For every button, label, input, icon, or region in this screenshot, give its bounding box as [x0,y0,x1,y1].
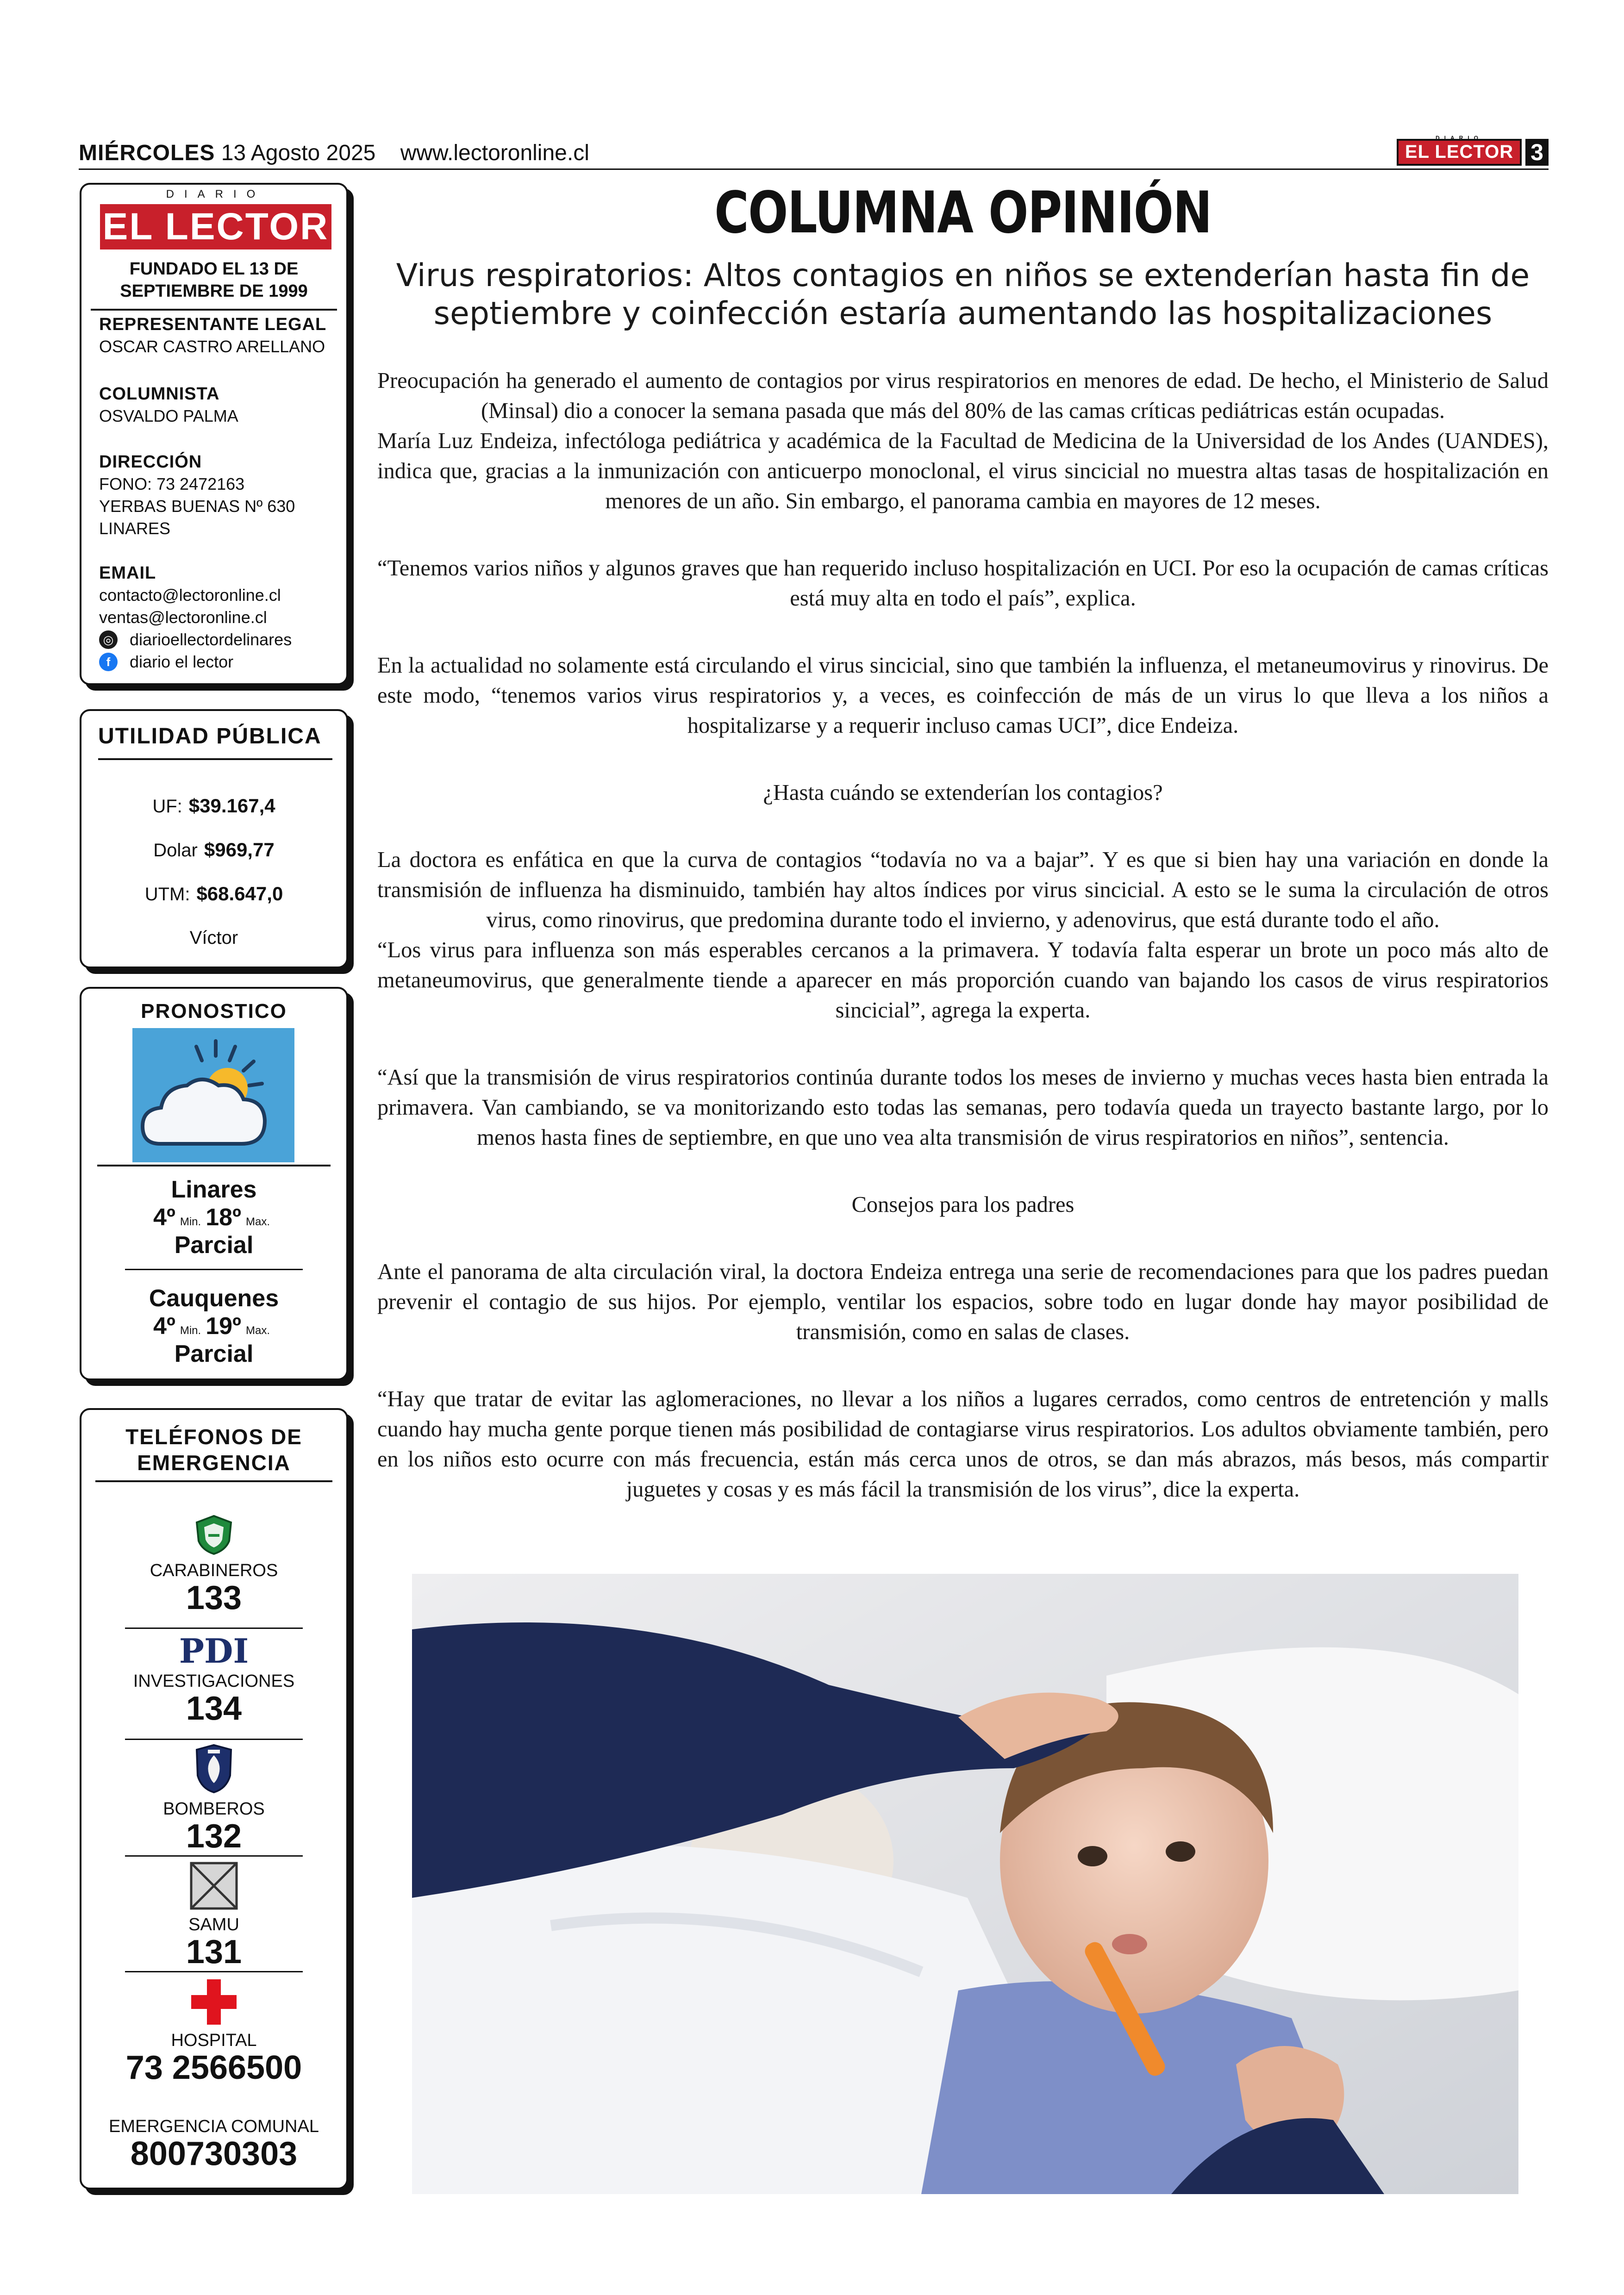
legal-rep-section [99,313,337,358]
article-paragraph: María Luz Endeiza, infectóloga pediátrica y académica de la Facultad de Medicina de la Universidad de los Andes (UANDES), indica que, gracias a la inmunización con anticuerpo monoclonal, el virus sincicial no muestra altas tasas de hospitalización en menores de un año. Sin embargo, el panorama cambia en mayores de 12 meses. [377,429,1549,513]
phones-divider [125,1971,303,1972]
uf-value: $39.167,4 [188,795,275,817]
weather-title: PRONOSTICO [141,1000,287,1023]
carabineros-entry: CARABINEROS 133 [81,1560,346,1615]
weather-condition-cauquenes: Parcial [174,1341,254,1367]
samu-entry: SAMU 131 [81,1915,346,1969]
phone-text: FONO: 73 2472163 [99,474,245,493]
page-header [79,135,1549,168]
header-website-link[interactable]: www.lectoronline.cl [400,141,589,165]
comunal-entry: EMERGENCIA COMUNAL 800730303 [81,2116,346,2171]
article-headline: Virus respiratorios: Altos contagios en niños se extenderían hasta fin de septiembre y coinfección estaría aumentando las hospitalizaciones [396,257,1530,332]
emergency-phones-box [80,1408,348,2189]
article-paragraph: La doctora es enfática en que la curva de contagios “todavía no va a bajar”. Y es que si bien hay una variación en donde la transmisión de influenza ha disminuido, también hay altos índices por virus sincicial. A esto se le suma la circulación de otros virus, como rinovirus, que predomina durante todo el invierno, y adenovirus, que está durante todo el año. [377,848,1549,932]
article-paragraph: Ante el panorama de alta circulación viral, la doctora Endeiza entrega una serie de recomendaciones para que los padres puedan prevenir el contagio de sus hijos. Por ejemplo, ventilar los espacios, sobre todo en lugar donde hay mayor posibilidad de transmisión, como en salas de clases. [377,1260,1549,1344]
bomberos-icon [194,1743,234,1796]
article-body [377,366,1549,1504]
founded-text: FUNDADO EL 13 DE SEPTIEMBRE DE 1999 [91,258,337,311]
phones-title: TELÉFONOS DE EMERGENCIA [95,1424,332,1482]
email-contact-link[interactable]: contacto@lectoronline.cl [99,586,281,605]
public-utility-box [80,709,348,968]
phones-divider [125,1855,303,1857]
instagram-link[interactable]: ◎ diarioellectordelinares [99,629,337,651]
header-rule [79,168,1549,170]
samu-icon [190,1862,238,1912]
utm-row: UTM: $68.647,0 [144,883,283,904]
city-text: LINARES [99,519,171,538]
el-lector-logo: DIARIO EL LECTOR [100,204,331,249]
address-section [99,451,337,540]
weather-temps-linares: 4º Min. 18º Max. [153,1204,270,1231]
phones-divider [125,1739,303,1740]
carabineros-icon [193,1514,235,1558]
masthead-info-box [80,183,348,685]
hospital-number[interactable]: 73 2566500 [125,2049,302,2086]
weather-city-divider [125,1269,303,1270]
article-paragraph: “Los virus para influenza son más esperables cercanos a la primavera. Y todavía falta esperar un brote un poco más alto de metaneumovirus, que generalmente tiende a aparecer en más proporción cuando van bajando los casos de virus respiratorios sincicial”, agrega la experta. [377,938,1549,1023]
hospital-entry: HOSPITAL 73 2566500 [81,2030,346,2085]
uf-row: UF: $39.167,4 [152,795,275,817]
article-paragraph: “Así que la transmisión de virus respiratorios continúa durante todos los meses de invierno y muchas veces hasta bien entrada la primavera. Van cambiando, se va monitorizando esto todas las semanas, pero todavía queda un trayecto bastante largo, por lo menos hasta fines de septiembre, en que uno vea alta transmisión de virus respiratorios en niños”, sentencia. [377,1065,1549,1150]
red-cross-icon [191,1979,237,2027]
article-subheading: Consejos para los padres [851,1192,1074,1217]
utm-value: $68.647,0 [196,883,283,904]
article-photo [412,1574,1518,2194]
section-title: COLUMNA OPINIÓN [714,180,1212,246]
pdi-number[interactable]: 134 [186,1690,242,1727]
article-paragraph: Preocupación ha generado el aumento de contagios por virus respiratorios en menores de edad. De hecho, el Ministerio de Salud (Minsal) dio a conocer la semana pasada que más del 80% de las camas críticas pediátricas están ocupadas. [377,368,1549,423]
article-paragraph: En la actualidad no solamente está circulando el virus sincicial, sino que también la influenza, el metaneumovirus y rinovirus. De este modo, “tenemos varios virus respiratorios y, a veces, es coinfección de más de un virus lo que lleva a los niños a hospitalizarse y a requerir incluso camas UCI”, dice Endeiza. [377,653,1549,738]
weather-city-cauquenes: Cauquenes [149,1285,279,1312]
samu-number[interactable]: 131 [186,1933,242,1971]
header-date-text: 13 Agosto 2025 [221,141,376,165]
instagram-icon: ◎ [99,630,118,649]
bomberos-entry: BOMBEROS 132 [81,1799,346,1853]
columnist-section [99,383,337,427]
weather-box [80,987,348,1380]
partly-cloudy-icon [132,1028,294,1162]
dolar-value: $969,77 [204,839,275,861]
comunal-number[interactable]: 800730303 [130,2135,298,2172]
columnist-label: COLUMNISTA [99,384,220,404]
email-label: EMAIL [99,563,156,583]
weather-city-linares: Linares [171,1176,257,1203]
dolar-row: Dolar $969,77 [153,839,275,861]
email-sales-link[interactable]: ventas@lectoronline.cl [99,608,267,627]
article-paragraph: “Tenemos varios niños y algunos graves que han requerido incluso hospitalización en UCI. Por eso la ocupación de camas críticas está muy alta en todo el país”, explica. [377,556,1549,611]
weather-temps-cauquenes: 4º Min. 19º Max. [153,1313,270,1340]
legal-rep-label: REPRESENTANTE LEGAL [99,315,327,334]
email-section [99,562,337,673]
header-date [79,139,589,168]
facebook-icon: f [99,653,118,671]
street-text: YERBAS BUENAS Nº 630 [99,497,295,516]
utility-title: UTILIDAD PÚBLICA [98,720,332,760]
pdi-entry: PDI INVESTIGACIONES 134 [81,1631,346,1726]
page-number: 3 [1525,139,1549,166]
carabineros-number[interactable]: 133 [186,1579,242,1616]
pdi-logo: PDI [179,1631,249,1671]
header-weekday: MIÉRCOLES [79,141,215,165]
bomberos-number[interactable]: 132 [186,1818,242,1855]
address-label: DIRECCIÓN [99,452,202,472]
weather-divider [97,1165,331,1166]
article-paragraph: “Hay que tratar de evitar las aglomeraciones, no llevar a los niños a lugares cerrados, como centros de entretención y malls cuando hay mucha gente porque tienen más posibilidad de contagiarse virus respiratorios. Los adultos obviamente también, pero en los niños esto ocurre con más frecuencia, están más cerca unos de otros, se dan más abrazos, más besos, más compartir juguetes y cosas y es más fácil la transmisión de los virus”, dice la experta. [377,1387,1549,1502]
weather-condition-linares: Parcial [174,1232,254,1259]
header-mini-logo: DIARIO EL LECTOR [1397,139,1522,166]
phones-divider [125,1628,303,1629]
legal-rep-name: OSCAR CASTRO ARELLANO [99,337,325,356]
utility-extra: Víctor [189,928,238,948]
article-subheading: ¿Hasta cuándo se extenderían los contagios? [763,780,1163,805]
columnist-name: OSVALDO PALMA [99,406,238,425]
facebook-link[interactable]: f diario el lector [99,651,337,673]
